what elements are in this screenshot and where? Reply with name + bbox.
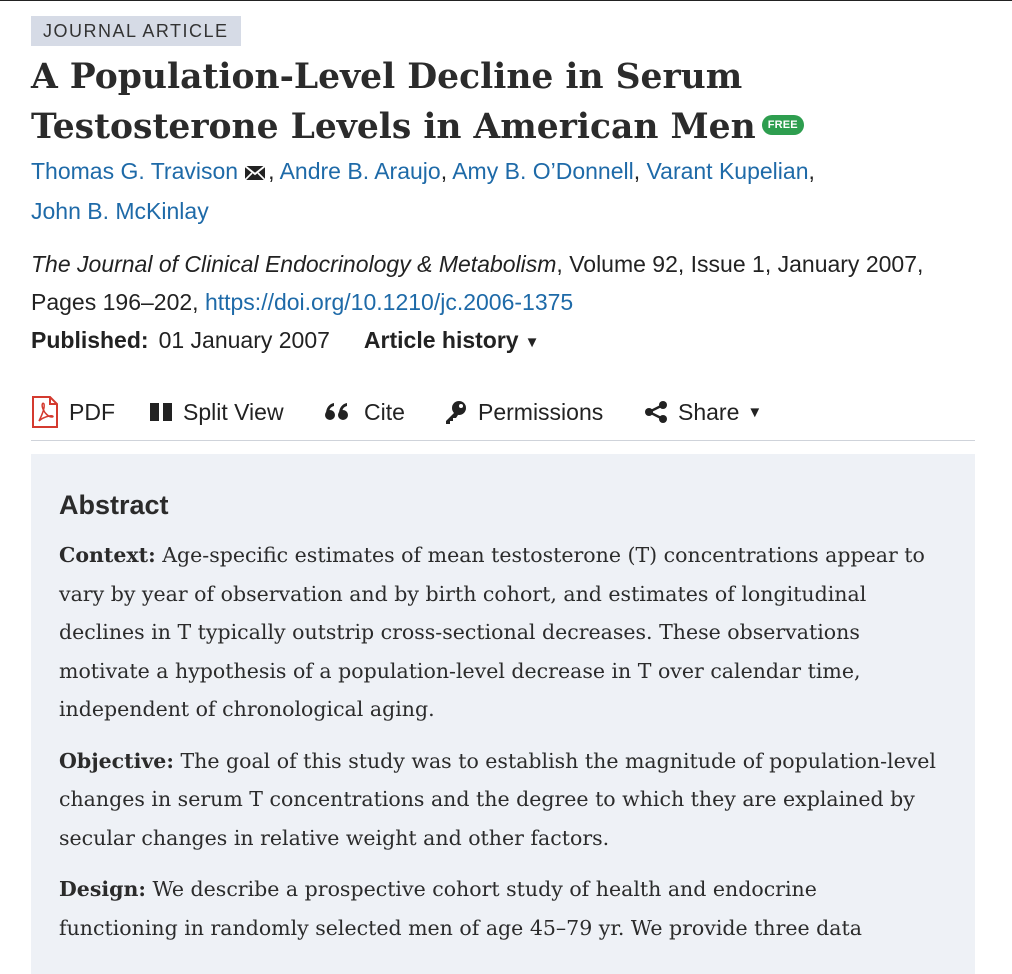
author-link[interactable]: John B. McKinlay: [31, 198, 209, 224]
mail-icon[interactable]: [244, 154, 266, 192]
split-view-label: Split View: [183, 398, 284, 425]
journal-name: The Journal of Clinical Endocrinology & Metabolism: [31, 251, 557, 277]
share-button[interactable]: [644, 392, 762, 432]
abstract-heading: Abstract: [59, 490, 169, 520]
article-title: [31, 52, 975, 152]
section-text: The goal of this study was to establish the magnitude of population-level changes in serum T concentrations and the degree to which they are explained by secular changes in relative weight and other factors.: [59, 748, 936, 850]
share-label: Share: [678, 398, 740, 425]
caret-down-icon: ▼: [747, 403, 763, 421]
article-toolbar: [31, 388, 975, 441]
pdf-label: PDF: [69, 398, 115, 425]
quote-icon: [324, 402, 350, 422]
section-label: Design:: [59, 877, 146, 901]
abstract-section: [31, 454, 975, 974]
top-border: [0, 0, 1012, 1]
split-view-button[interactable]: [149, 392, 284, 432]
abstract-content: [59, 482, 939, 947]
cite-label: Cite: [364, 398, 405, 425]
free-access-badge: FREE: [762, 115, 804, 135]
doi-link[interactable]: https://doi.org/10.1210/jc.2006-1375: [204, 289, 574, 315]
author-list: Thomas G. Travison , Andre B. Araujo, Amy B. O’Donnell, Varant Kupelian, John B. McKinlay: [31, 152, 975, 230]
abstract-paragraph: [59, 536, 939, 729]
citation: [31, 245, 975, 321]
key-icon: [444, 399, 468, 425]
pdf-icon: [31, 395, 59, 429]
caret-down-icon: ▼: [524, 334, 540, 351]
author-link[interactable]: Andre B. Araujo: [279, 158, 441, 184]
share-icon: [644, 400, 668, 424]
author-link[interactable]: Varant Kupelian: [646, 158, 809, 184]
abstract-paragraph: [59, 742, 939, 858]
permissions-button[interactable]: [444, 392, 603, 432]
section-label: Context:: [59, 543, 156, 567]
section-label: Objective:: [59, 748, 174, 773]
section-text: We describe a prospective cohort study of health and endocrine functioning in randomly selected men of age 45–79 yr. We provide three data: [59, 877, 862, 940]
citation-details: , Volume 92, Issue 1, January 2007, Pages 196–202,: [31, 251, 924, 315]
published-label: Published:: [31, 327, 149, 353]
article-history-label: Article history: [363, 327, 519, 353]
pdf-button[interactable]: [31, 392, 115, 432]
article-title-text: A Population-Level Decline in Serum Testosterone Levels in American Men: [31, 57, 756, 147]
article-history-toggle[interactable]: [364, 327, 540, 353]
cite-button[interactable]: [324, 392, 405, 432]
permissions-label: Permissions: [478, 398, 604, 425]
article-type-badge: JOURNAL ARTICLE: [31, 16, 241, 46]
published-row: [31, 321, 539, 362]
split-view-icon: [149, 402, 173, 422]
published-date: 01 January 2007: [158, 327, 330, 353]
author-link[interactable]: Thomas G. Travison: [31, 158, 239, 184]
section-text: Age-specific estimates of mean testosterone (T) concentrations appear to vary by year of observation and by birth cohort, and estimates of longitudinal declines in T typically outstrip cross-sectional decreases. These observations motivate a hypothesis of a population-level decrease in T over calendar time, independent of chronological aging.: [59, 543, 925, 721]
author-link[interactable]: Amy B. O’Donnell: [452, 158, 634, 184]
abstract-paragraph: [59, 870, 939, 947]
